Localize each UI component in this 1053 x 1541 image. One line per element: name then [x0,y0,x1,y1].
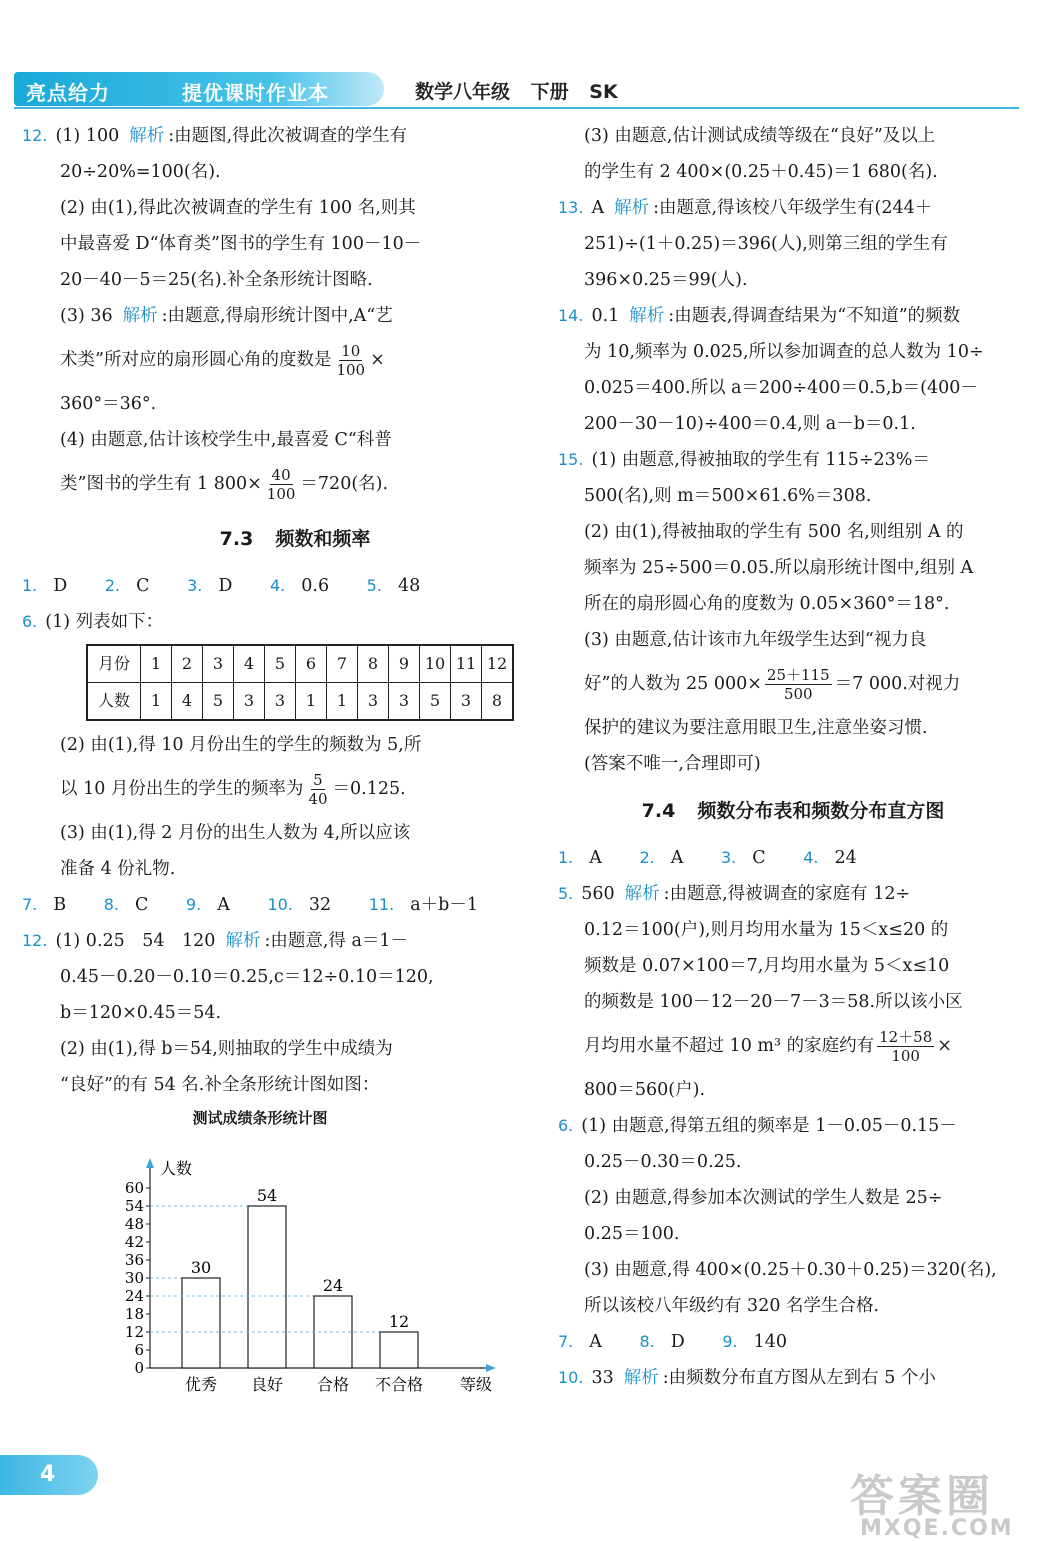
watermark [850,1460,1040,1541]
y-tick-label: 18 [124,1305,144,1323]
q13-line3: 396×0.25＝99(人). [584,270,748,290]
section-title-7-3: 7.3 频数和频率 [219,528,371,550]
fraction: $\frac{10}{100}$ [336,342,366,379]
q12b-line5: “良好”的有 54 名.补全条形统计图如图： [60,1075,380,1095]
q13-line1: 13. A 解析 :由题意,得该校八年级学生有(244＋ [558,198,933,218]
subject-label: 数学八年级 [415,81,511,103]
q15-line9: (答案不唯一,合理即可) [584,754,761,774]
q6r-line6: 所以该校八年级约有 320 名学生合格. [584,1296,880,1316]
page-number: 4 [40,1462,56,1487]
q6r-line3: (2) 由题意,得参加本次测试的学生人数是 25÷ [584,1188,943,1208]
q12b-line1: 12. (1) 0.25 54 120 解析 :由题意,得 a＝1－ [22,931,409,951]
page-number-tab [0,1455,98,1495]
y-axis-label: 人数 [160,1159,193,1178]
q15-line1: 15. (1) 由题意,得被抽取的学生有 115÷23%＝ [558,450,930,470]
answers-1-5: 1. D 2. C 3. D 4. 0.6 5. 48 [22,576,421,596]
jiexi-label: 解析 [122,306,158,326]
q10-line1: 10. 33 解析 :由频数分布直方图从左到右 5 个小 [558,1368,936,1388]
category-label: 优秀 [184,1375,218,1394]
fraction: $\frac{40}{100}$ [266,466,296,503]
y-tick-label: 30 [124,1269,144,1287]
bar-chart [90,1133,530,1413]
jiexi-label: 解析 [624,884,660,904]
q14-line1: 14. 0.1 解析 :由题表,得调查结果为“不知道”的频数 [558,306,961,326]
bar-value-label: 54 [256,1186,278,1205]
answers-7-9: 7. A 8. D 9. 140 [558,1332,788,1352]
q6r-line4: 0.25＝100. [584,1224,680,1244]
q6-line4: (3) 由(1),得 2 月份的出生人数为 4,所以应该 [60,823,411,843]
book-info [415,77,618,104]
q12b-line2: 0.45－0.20－0.10＝0.25,c＝12÷0.10＝120, [60,967,434,987]
y-tick-label: 0 [134,1359,144,1377]
category-label: 合格 [316,1375,350,1394]
fraction: $\frac{25+115}{500}$ [766,666,830,703]
bar-chart-svg [90,1133,530,1403]
q5-line5: 月均用水量不超过 10 m³ 的家庭约有 $\frac{12+58}{100}$ × [584,1028,952,1065]
q6-line2: (2) 由(1),得 10 月份出生的学生的频数为 5,所 [60,735,422,755]
y-tick-label: 24 [124,1287,144,1305]
category-label: 不合格 [374,1375,424,1394]
q14-line2: 为 10,频率为 0.025,所以参加调查的总人数为 10÷ [584,342,984,362]
q5-line4: 的频数是 100－12－20－7－3＝58.所以该小区 [584,992,963,1012]
q12a-line9: (4) 由题意,估计该校学生中,最喜爱 C“科普 [60,430,392,450]
q12a-line1: 12. (1) 100 解析 :由题图,得此次被调查的学生有 [22,126,408,146]
jiexi-label: 解析 [623,1368,659,1388]
answers-1-4: 1. A 2. A 3. C 4. 24 [558,848,857,868]
y-tick-label: 42 [124,1233,144,1251]
q12a-line10: 类”图书的学生有 1 800× $\frac{40}{100}$ ＝720(名). [60,466,389,503]
left-column [22,118,530,1413]
table-row: 月份 1 2 3 4 5 6 7 8 9 10 11 12 [87,645,513,683]
right-column [558,118,1028,1396]
q15-line8: 保护的建议为要注意用眼卫生,注意坐姿习惯. [584,718,928,738]
q12b-line3: b＝120×0.45＝54. [60,1003,222,1023]
q12a-line6: (3) 36 解析 :由题意,得扇形统计图中,A“艺 [60,306,393,326]
section-title-7-4: 7.4 频数分布表和频数分布直方图 [641,800,945,822]
watermark-logo: 答案圈 [850,1471,994,1522]
bar [380,1332,418,1368]
header-banner [14,72,384,106]
q6-line5: 准备 4 份礼物. [60,859,176,879]
jiexi-label: 解析 [629,306,665,326]
q13-line2: 251)÷(1＋0.25)＝396(人),则第三组的学生有 [584,234,948,254]
q6r-line5: (3) 由题意,得 400×(0.25＋0.30＋0.25)＝320(名), [584,1260,997,1280]
q15-line3: (2) 由(1),得被抽取的学生有 500 名,则组别 A 的 [584,522,964,542]
q5-line3: 频数是 0.07×100＝7,月均用水量为 5＜x≤10 [584,956,950,976]
jiexi-label: 解析 [614,198,650,218]
q12a-line5: 20－40－5＝25(名).补全条形统计图略. [60,270,373,290]
q6-line1: 6. (1) 列表如下： [22,612,164,632]
q12a-line7: 术类”所对应的扇形圆心角的度数是 $\frac{10}{100}$ × [60,342,385,379]
y-tick-label: 60 [124,1179,144,1197]
x-axis-label: 等级 [460,1375,493,1394]
jiexi-label: 解析 [225,931,261,951]
q5-line2: 0.12＝100(户),则月均用水量为 15＜x≤20 的 [584,920,949,940]
bar [182,1278,220,1368]
q6-line3: 以 10 月份出生的学生的频率为 $\frac{5}{40}$ ＝0.125. [60,771,406,808]
q15-line2: 500(名),则 m＝500×61.6%＝308. [584,486,872,506]
q12c-line1: (3) 由题意,估计测试成绩等级在“良好”及以上 [584,126,936,146]
q12a-line4: 中最喜爱 D“体育类”图书的学生有 100－10－ [60,234,422,254]
q12c-line2: 的学生有 2 400×(0.25＋0.45)＝1 680(名). [584,162,938,182]
q12a-line2: 20÷20%=100(名). [60,162,221,182]
q15-line5: 所在的扇形圆心角的度数为 0.05×360°＝18°. [584,594,950,614]
y-tick-label: 48 [124,1215,144,1233]
y-tick-label: 54 [124,1197,144,1215]
bar-value-label: 12 [388,1312,410,1331]
q6r-line2: 0.25－0.30＝0.25. [584,1152,742,1172]
y-tick-label: 36 [124,1251,144,1269]
q12a-line8: 360°＝36°. [60,394,157,414]
jiexi-label: 解析 [129,126,165,146]
watermark-url: MXQE.COM [860,1516,1014,1541]
fraction: $\frac{12+58}{100}$ [879,1028,933,1065]
category-label: 良好 [250,1375,284,1394]
q5-line6: 800＝560(户). [584,1080,706,1100]
bar [248,1206,286,1368]
x-axis-arrow [486,1364,496,1372]
q12a-line3: (2) 由(1),得此次被调查的学生有 100 名,则其 [60,198,416,218]
fraction: $\frac{5}{40}$ [308,771,328,808]
brand-title: 亮点给力 [26,81,110,105]
q14-line3: 0.025＝400.所以 a＝200÷400＝0.5,b＝(400－ [584,378,978,398]
bar-value-label: 30 [190,1258,212,1277]
q12b-line4: (2) 由(1),得 b＝54,则抽取的学生中成绩为 [60,1039,393,1059]
table-row: 人数 1 4 5 3 3 1 1 3 3 5 3 8 [87,683,513,721]
q15-line7: 好”的人数为 25 000× $\frac{25+115}{500}$ ＝7 000.对视力 [584,666,961,703]
y-axis-arrow [146,1158,154,1168]
month-table [86,644,514,721]
bar-value-label: 24 [322,1276,344,1295]
q5-line1: 5. 560 解析 :由题意,得被调查的家庭有 12÷ [558,884,911,904]
q14-line4: 200－30－10)÷400＝0.4,则 a－b＝0.1. [584,414,916,434]
series-title: 提优课时作业本 [182,81,329,105]
q15-line6: (3) 由题意,估计该市九年级学生达到“视力良 [584,630,927,650]
answers-7-11: 7. B 8. C 9. A 10. 32 11. a＋b－1 [22,895,478,915]
q15-line4: 频率为 25÷500＝0.05.所以扇形统计图中,组别 A [584,558,974,578]
header-divider [14,107,1019,109]
y-tick-label: 6 [134,1341,144,1359]
q6r-line1: 6. (1) 由题意,得第五组的频率是 1－0.05－0.15－ [558,1116,957,1136]
edition-label: SK [589,81,618,103]
chart-title: 测试成绩条形统计图 [192,1109,328,1127]
volume-label: 下册 [530,81,569,103]
y-tick-label: 12 [124,1323,144,1341]
